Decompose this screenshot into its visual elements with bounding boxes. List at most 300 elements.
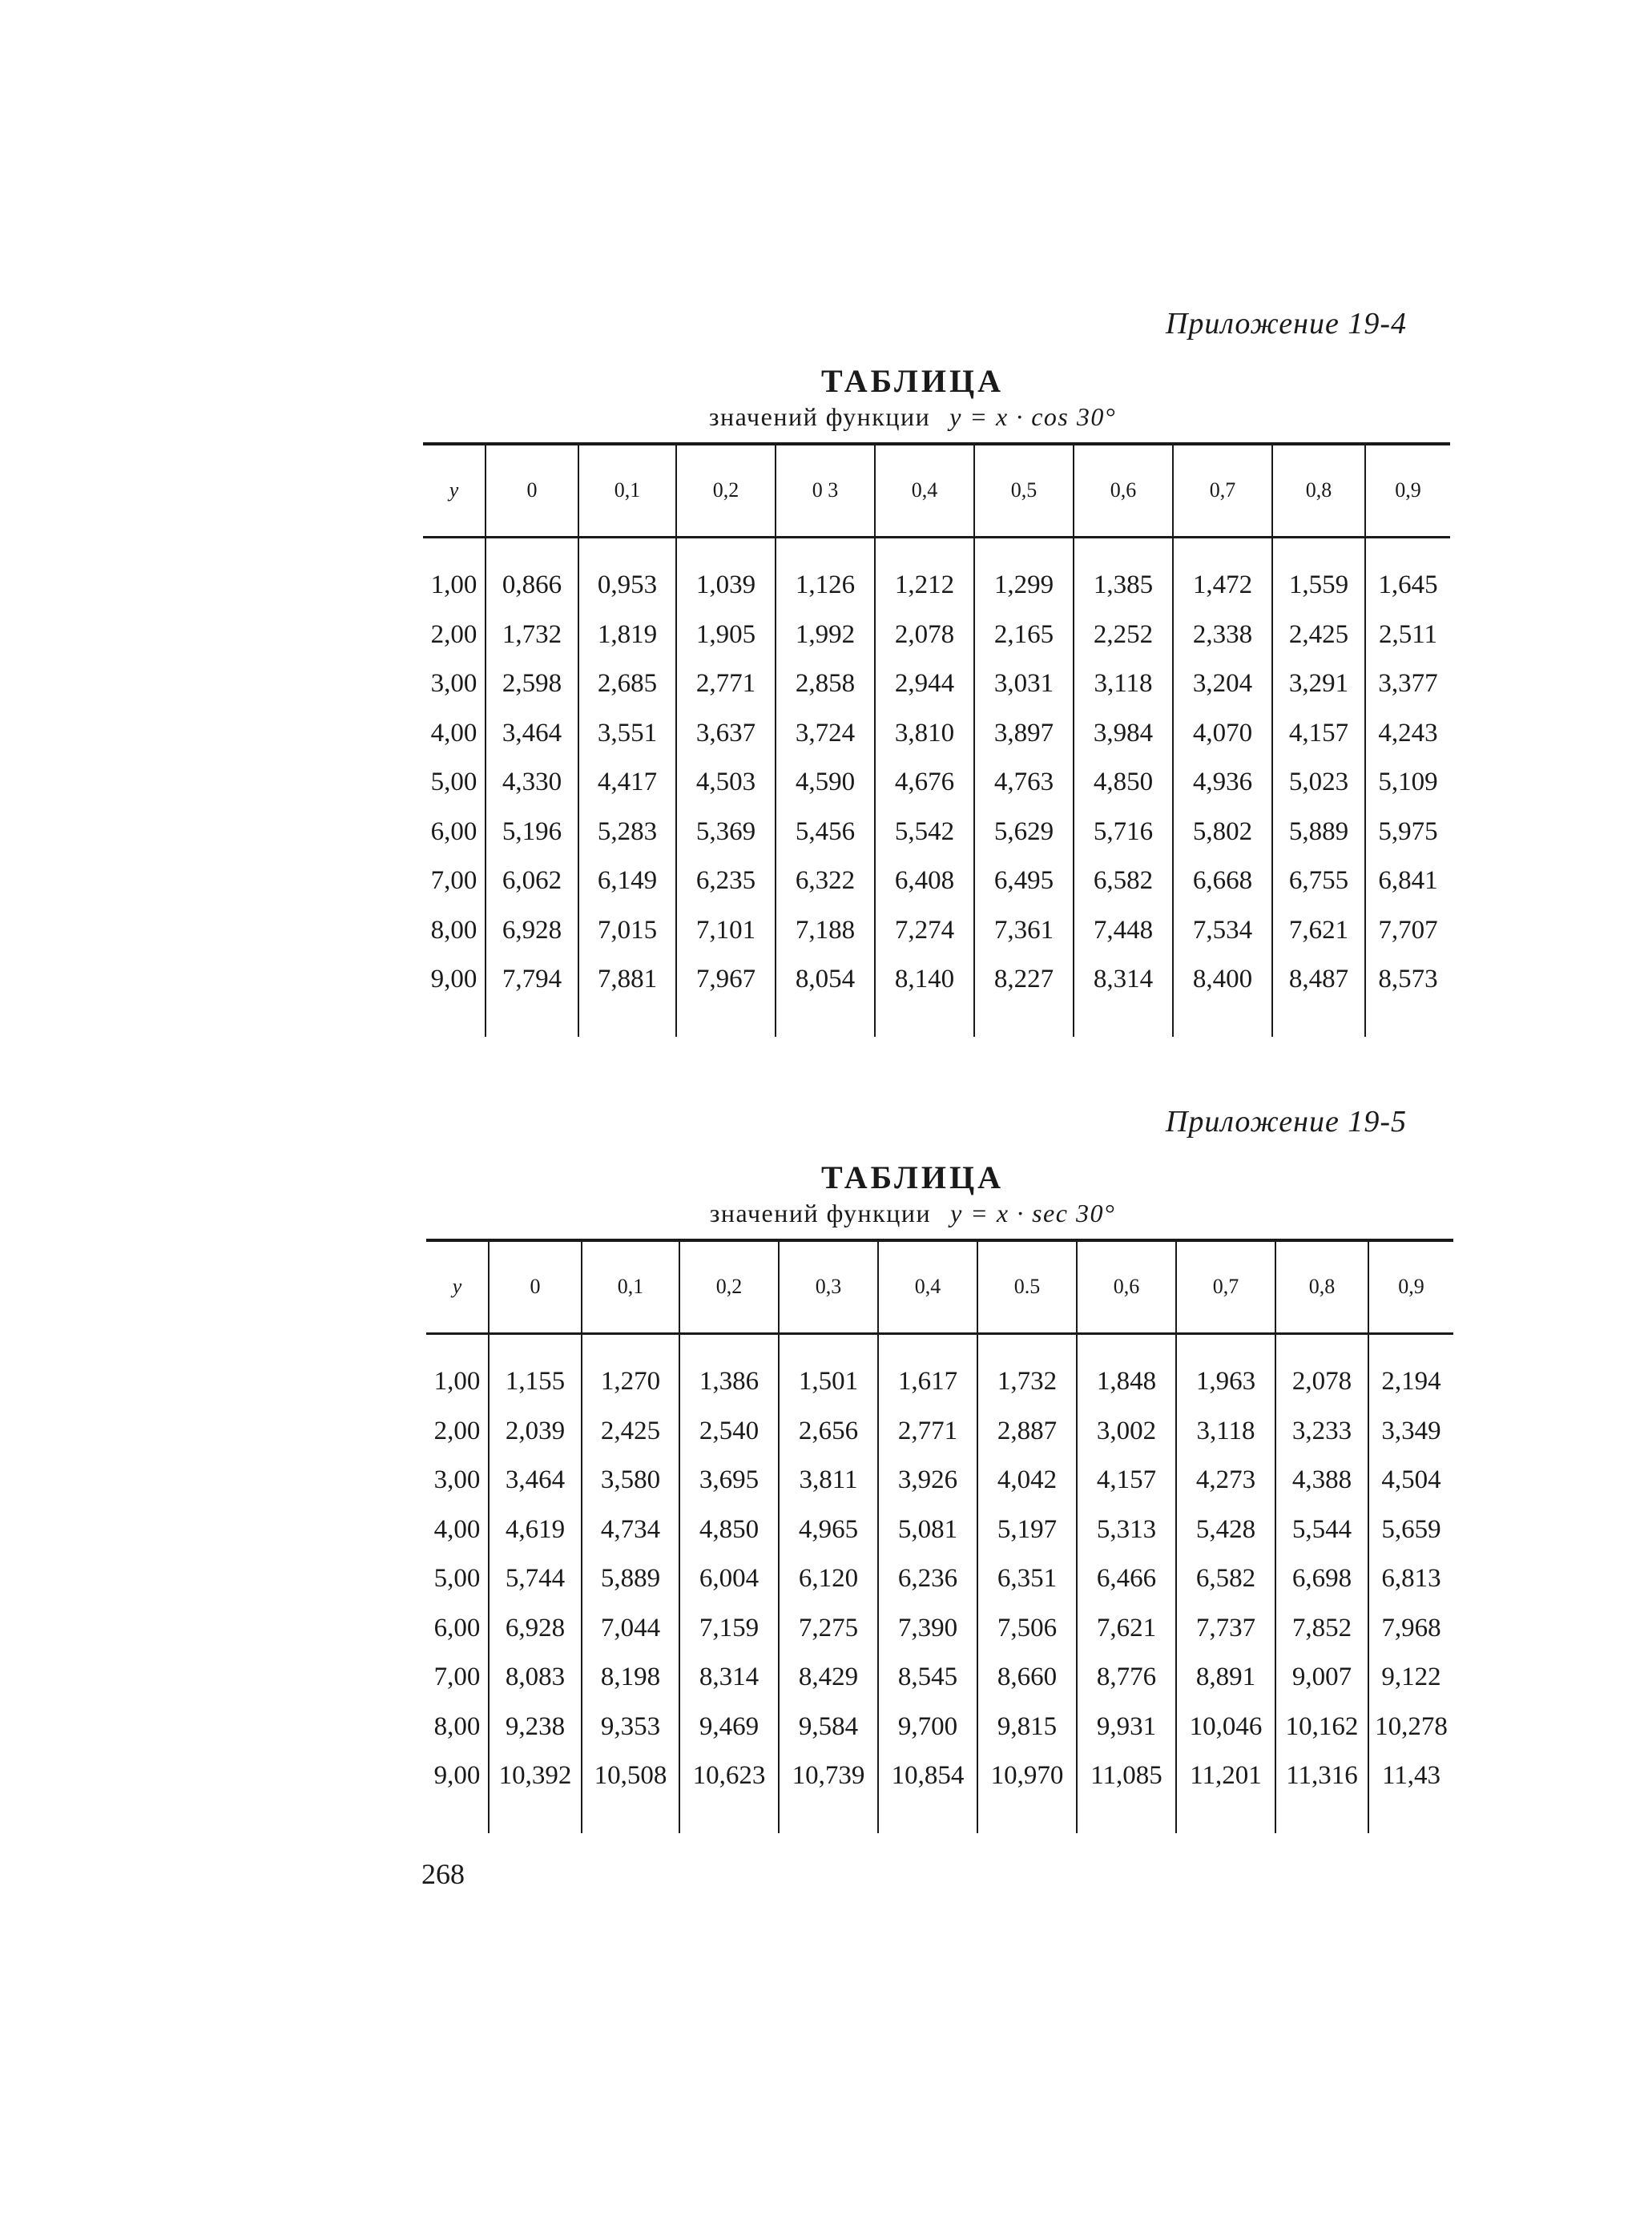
table-cell: 4,503 [676, 758, 776, 808]
table-cell: 1,472 [1173, 561, 1272, 611]
table-cell: 3,233 [1275, 1407, 1368, 1457]
table-cell: 4,590 [776, 758, 875, 808]
appendix-label: Приложение 19-5 [1165, 1105, 1407, 1139]
spacer-cell [679, 1333, 779, 1357]
table-cell: 1,732 [486, 611, 578, 660]
table-cell: 6,149 [578, 857, 676, 906]
spacer-cell [489, 1801, 582, 1833]
row-label: 7,00 [433, 1663, 481, 1692]
spacer-cell [1176, 1333, 1275, 1357]
table-cell: 5,542 [875, 808, 974, 857]
table-cell: 8,054 [776, 955, 875, 1005]
table-cell: 4,936 [1173, 758, 1272, 808]
table-cell: 6,495 [974, 857, 1074, 906]
table-cell: 7,044 [582, 1604, 679, 1654]
table-cell: 3,118 [1074, 659, 1173, 709]
table-cell: 8,314 [1074, 955, 1173, 1005]
table-cell: 7,015 [578, 906, 676, 956]
table-cell: 5,975 [1365, 808, 1450, 857]
spacer-cell [1077, 1333, 1176, 1357]
table-row [423, 659, 1450, 709]
table-cell: 6,235 [676, 857, 776, 906]
table-cell: 3,551 [578, 709, 676, 759]
table-cell: 1,963 [1176, 1357, 1275, 1407]
spacer-cell [779, 1801, 878, 1833]
spacer-cell [426, 1333, 489, 1357]
table-cell: 1,848 [1077, 1357, 1176, 1407]
table-cell: 6,928 [489, 1604, 582, 1654]
table-cell: 9,353 [582, 1703, 679, 1752]
row-label: 9,00 [430, 965, 477, 994]
table-cell: 3,377 [1365, 659, 1450, 709]
table-cell: 5,428 [1176, 1505, 1275, 1555]
table-cell: 9,815 [977, 1703, 1077, 1752]
spacer-cell [486, 1005, 578, 1037]
row-label: 3,00 [430, 669, 477, 699]
table-cell: 5,716 [1074, 808, 1173, 857]
table-cell: 3,897 [974, 709, 1074, 759]
column-header: 0,2 [676, 444, 776, 537]
column-header: 0,2 [679, 1240, 779, 1333]
spacer-cell [1368, 1333, 1453, 1357]
table-cell: 5,744 [489, 1554, 582, 1604]
table-cell: 10,970 [977, 1751, 1077, 1801]
spacer-cell [878, 1801, 977, 1833]
table-cell: 7,707 [1365, 906, 1450, 956]
table-cell: 1,905 [676, 611, 776, 660]
table-cell: 5,802 [1173, 808, 1272, 857]
table-row [426, 1604, 1453, 1654]
table-cell: 2,165 [974, 611, 1074, 660]
table-cell: 8,083 [489, 1653, 582, 1703]
table-cell: 1,501 [779, 1357, 878, 1407]
table-cell: 6,755 [1272, 857, 1365, 906]
table-row [426, 1505, 1453, 1555]
table-row [423, 857, 1450, 906]
table-cell: 3,984 [1074, 709, 1173, 759]
table-cell: 2,078 [875, 611, 974, 660]
table-cell: 2,540 [679, 1407, 779, 1457]
table-cell: 1,559 [1272, 561, 1365, 611]
table-cell: 7,737 [1176, 1604, 1275, 1654]
table-cell: 7,967 [676, 955, 776, 1005]
spacer-cell [486, 537, 578, 561]
table-cell: 4,734 [582, 1505, 679, 1555]
table-cell: 5,196 [486, 808, 578, 857]
table-subtitle [87, 1199, 1652, 1228]
table-cell: 6,582 [1176, 1554, 1275, 1604]
table-cell: 4,070 [1173, 709, 1272, 759]
table-cell: 3,002 [1077, 1407, 1176, 1457]
subtitle-text: значений функции [708, 402, 931, 431]
table-cell: 3,811 [779, 1456, 878, 1505]
appendix-label: Приложение 19-4 [1165, 307, 1407, 341]
table-cell: 3,291 [1272, 659, 1365, 709]
spacer-cell [1365, 537, 1450, 561]
table-cell: 11,316 [1275, 1751, 1368, 1801]
row-label: 2,00 [433, 1416, 481, 1445]
column-header: 0 [489, 1240, 582, 1333]
table-row [426, 1357, 1453, 1407]
row-label: 1,00 [433, 1367, 481, 1397]
table-cell: 2,685 [578, 659, 676, 709]
spacer-cell [426, 1801, 489, 1833]
spacer-row [426, 1801, 1453, 1833]
table-cell: 0,953 [578, 561, 676, 611]
table-cell: 7,968 [1368, 1604, 1453, 1654]
spacer-cell [1176, 1801, 1275, 1833]
table-cell: 4,965 [779, 1505, 878, 1555]
spacer-cell [679, 1801, 779, 1833]
table-row [426, 1456, 1453, 1505]
row-label: 4,00 [433, 1514, 481, 1544]
table-title: ТАБЛИЦА [821, 363, 1004, 399]
table-cell: 10,278 [1368, 1703, 1453, 1752]
table-cell: 1,155 [489, 1357, 582, 1407]
table-cell: 6,668 [1173, 857, 1272, 906]
spacer-cell [1272, 537, 1365, 561]
row-label: 8,00 [433, 1711, 481, 1741]
table-cell: 3,349 [1368, 1407, 1453, 1457]
table-cell: 6,466 [1077, 1554, 1176, 1604]
spacer-cell [878, 1333, 977, 1357]
table-cell: 10,623 [679, 1751, 779, 1801]
spacer-cell [1173, 1005, 1272, 1037]
table-cell: 4,388 [1275, 1456, 1368, 1505]
spacer-cell [776, 1005, 875, 1037]
table-cell: 6,698 [1275, 1554, 1368, 1604]
table-cell: 2,078 [1275, 1357, 1368, 1407]
row-label: 2,00 [430, 619, 477, 649]
spacer-cell [676, 1005, 776, 1037]
table-cell: 6,236 [878, 1554, 977, 1604]
table-cell: 8,400 [1173, 955, 1272, 1005]
table-cell: 5,456 [776, 808, 875, 857]
spacer-cell [1074, 537, 1173, 561]
spacer-cell [489, 1333, 582, 1357]
row-label: 1,00 [430, 570, 477, 600]
column-header: 0,3 [779, 1240, 878, 1333]
page-number: 268 [421, 1858, 465, 1890]
table-cell: 6,062 [486, 857, 578, 906]
table-cell: 2,771 [878, 1407, 977, 1457]
column-header: 0 3 [776, 444, 875, 537]
table-cell: 3,580 [582, 1456, 679, 1505]
spacer-cell [1275, 1801, 1368, 1833]
table-cell: 11,43 [1368, 1751, 1453, 1801]
table-cell: 5,023 [1272, 758, 1365, 808]
column-header: 0,7 [1176, 1240, 1275, 1333]
spacer-cell [875, 537, 974, 561]
table-cell: 3,204 [1173, 659, 1272, 709]
table-cell: 4,619 [489, 1505, 582, 1555]
spacer-cell [875, 1005, 974, 1037]
table-cell: 8,891 [1176, 1653, 1275, 1703]
table-cell: 5,081 [878, 1505, 977, 1555]
function-table-cos [423, 442, 1450, 1037]
table-row [426, 1653, 1453, 1703]
column-header: 0,1 [578, 444, 676, 537]
table-cell: 6,351 [977, 1554, 1077, 1604]
table-cell: 9,122 [1368, 1653, 1453, 1703]
table-cell: 7,881 [578, 955, 676, 1005]
header-row [423, 444, 1450, 537]
table-cell: 2,425 [582, 1407, 679, 1457]
spacer-cell [1272, 1005, 1365, 1037]
table-cell: 9,238 [489, 1703, 582, 1752]
table-cell: 8,573 [1365, 955, 1450, 1005]
table-cell: 7,534 [1173, 906, 1272, 956]
table-cell: 8,776 [1077, 1653, 1176, 1703]
table-cell: 3,464 [489, 1456, 582, 1505]
column-header: 0,6 [1077, 1240, 1176, 1333]
table-cell: 10,162 [1275, 1703, 1368, 1752]
table-cell: 11,201 [1176, 1751, 1275, 1801]
table-cell: 7,188 [776, 906, 875, 956]
table-cell: 1,039 [676, 561, 776, 611]
table-cell: 6,813 [1368, 1554, 1453, 1604]
table-row [426, 1751, 1453, 1801]
table-cell: 6,322 [776, 857, 875, 906]
function-formula: y = x · cos 30° [949, 402, 1117, 431]
spacer-cell [1077, 1801, 1176, 1833]
table-cell: 1,126 [776, 561, 875, 611]
spacer-cell [974, 1005, 1074, 1037]
spacer-cell [1365, 1005, 1450, 1037]
table-cell: 8,227 [974, 955, 1074, 1005]
column-header: 0 [486, 444, 578, 537]
column-header: 0,7 [1173, 444, 1272, 537]
table-cell: 4,243 [1365, 709, 1450, 759]
table-cell: 2,511 [1365, 611, 1450, 660]
table-cell: 4,850 [679, 1505, 779, 1555]
table-cell: 4,157 [1077, 1456, 1176, 1505]
table-cell: 1,212 [875, 561, 974, 611]
spacer-cell [776, 537, 875, 561]
table-cell: 1,270 [582, 1357, 679, 1407]
table-cell: 1,819 [578, 611, 676, 660]
column-header: 0,4 [878, 1240, 977, 1333]
table-cell: 6,841 [1365, 857, 1450, 906]
column-header: 0,1 [582, 1240, 679, 1333]
spacer-cell [779, 1333, 878, 1357]
table-cell: 7,506 [977, 1604, 1077, 1654]
spacer-cell [1173, 537, 1272, 561]
table-cell: 7,159 [679, 1604, 779, 1654]
table-cell: 5,659 [1368, 1505, 1453, 1555]
table-cell: 4,157 [1272, 709, 1365, 759]
table-cell: 3,031 [974, 659, 1074, 709]
table-cell: 2,598 [486, 659, 578, 709]
table-cell: 9,700 [878, 1703, 977, 1752]
table-cell: 6,408 [875, 857, 974, 906]
table-cell: 4,676 [875, 758, 974, 808]
table-cell: 2,944 [875, 659, 974, 709]
table-row [426, 1407, 1453, 1457]
row-label: 3,00 [433, 1465, 481, 1495]
table-cell: 10,508 [582, 1751, 679, 1801]
column-header: 0,6 [1074, 444, 1173, 537]
table-cell: 5,369 [676, 808, 776, 857]
spacer-cell [977, 1333, 1077, 1357]
spacer-cell [676, 537, 776, 561]
table-cell: 8,429 [779, 1653, 878, 1703]
table-row [423, 709, 1450, 759]
table-cell: 8,660 [977, 1653, 1077, 1703]
table-cell: 7,621 [1272, 906, 1365, 956]
table-cell: 4,417 [578, 758, 676, 808]
table-cell: 7,852 [1275, 1604, 1368, 1654]
column-header: 0,9 [1365, 444, 1450, 537]
table-cell: 2,425 [1272, 611, 1365, 660]
table-cell: 9,931 [1077, 1703, 1176, 1752]
table-cell: 1,386 [679, 1357, 779, 1407]
table-cell: 1,992 [776, 611, 875, 660]
table-cell: 2,887 [977, 1407, 1077, 1457]
table-cell: 8,198 [582, 1653, 679, 1703]
table-cell: 7,390 [878, 1604, 977, 1654]
row-label: 6,00 [430, 816, 477, 846]
table-row [426, 1554, 1453, 1604]
table-cell: 10,739 [779, 1751, 878, 1801]
row-label: 4,00 [430, 718, 477, 748]
table-cell: 3,118 [1176, 1407, 1275, 1457]
table-cell: 7,275 [779, 1604, 878, 1654]
header-row [426, 1240, 1453, 1333]
table-cell: 3,637 [676, 709, 776, 759]
row-label: 8,00 [430, 915, 477, 945]
table-cell: 4,273 [1176, 1456, 1275, 1505]
table-cell: 8,487 [1272, 955, 1365, 1005]
table-cell: 1,645 [1365, 561, 1450, 611]
table-cell: 10,392 [489, 1751, 582, 1801]
table-cell: 1,617 [878, 1357, 977, 1407]
table-cell: 5,109 [1365, 758, 1450, 808]
function-table-sec [426, 1239, 1453, 1833]
table-cell: 4,330 [486, 758, 578, 808]
table-cell: 2,858 [776, 659, 875, 709]
table-cell: 9,584 [779, 1703, 878, 1752]
table-cell: 2,039 [489, 1407, 582, 1457]
column-header: y [426, 1240, 489, 1333]
table-cell: 10,854 [878, 1751, 977, 1801]
table-cell: 3,810 [875, 709, 974, 759]
table-cell: 3,926 [878, 1456, 977, 1505]
table-cell: 2,656 [779, 1407, 878, 1457]
table-cell: 1,299 [974, 561, 1074, 611]
row-label: 7,00 [430, 866, 477, 896]
spacer-cell [578, 1005, 676, 1037]
spacer-cell [1074, 1005, 1173, 1037]
table-cell: 9,007 [1275, 1653, 1368, 1703]
table-subtitle [87, 402, 1652, 432]
row-label: 6,00 [433, 1613, 481, 1642]
spacer-cell [1275, 1333, 1368, 1357]
table-cell: 7,621 [1077, 1604, 1176, 1654]
row-label: 5,00 [430, 768, 477, 797]
table-row [423, 561, 1450, 611]
table-cell: 5,889 [1272, 808, 1365, 857]
column-header: 0,9 [1368, 1240, 1453, 1333]
column-header: 0,8 [1275, 1240, 1368, 1333]
table-cell: 4,850 [1074, 758, 1173, 808]
table-cell: 8,140 [875, 955, 974, 1005]
table-cell: 5,889 [582, 1554, 679, 1604]
table-cell: 2,252 [1074, 611, 1173, 660]
table-cell: 5,629 [974, 808, 1074, 857]
table-cell: 7,101 [676, 906, 776, 956]
spacer-cell [974, 537, 1074, 561]
spacer-row [426, 1333, 1453, 1357]
spacer-row [423, 1005, 1450, 1037]
table-cell: 9,469 [679, 1703, 779, 1752]
spacer-cell [1368, 1801, 1453, 1833]
spacer-cell [578, 537, 676, 561]
table-cell: 6,582 [1074, 857, 1173, 906]
table-row [423, 611, 1450, 660]
table-cell: 4,042 [977, 1456, 1077, 1505]
spacer-cell [582, 1801, 679, 1833]
table-cell: 1,732 [977, 1357, 1077, 1407]
column-header: y [423, 444, 486, 537]
function-formula: y = x · sec 30° [950, 1199, 1116, 1227]
table-cell: 2,771 [676, 659, 776, 709]
table-cell: 11,085 [1077, 1751, 1176, 1801]
subtitle-text: значений функции [709, 1199, 932, 1227]
column-header: 0,8 [1272, 444, 1365, 537]
table-row [423, 758, 1450, 808]
table-cell: 1,385 [1074, 561, 1173, 611]
table-cell: 10,046 [1176, 1703, 1275, 1752]
row-label: 5,00 [433, 1564, 481, 1594]
table-cell: 5,197 [977, 1505, 1077, 1555]
table-row [426, 1703, 1453, 1752]
table-cell: 6,004 [679, 1554, 779, 1604]
table-title: ТАБЛИЦА [821, 1159, 1004, 1195]
table-cell: 4,763 [974, 758, 1074, 808]
table-cell: 8,545 [878, 1653, 977, 1703]
table-cell: 0,866 [486, 561, 578, 611]
table-cell: 7,274 [875, 906, 974, 956]
table-cell: 3,464 [486, 709, 578, 759]
spacer-cell [582, 1333, 679, 1357]
table-cell: 6,928 [486, 906, 578, 956]
table-cell: 8,314 [679, 1653, 779, 1703]
row-label: 9,00 [433, 1761, 481, 1791]
table-row [423, 955, 1450, 1005]
spacer-cell [977, 1801, 1077, 1833]
column-header: 0.5 [977, 1240, 1077, 1333]
table-cell: 2,194 [1368, 1357, 1453, 1407]
table-cell: 5,544 [1275, 1505, 1368, 1555]
table-cell: 5,313 [1077, 1505, 1176, 1555]
table-cell: 7,448 [1074, 906, 1173, 956]
spacer-cell [423, 1005, 486, 1037]
spacer-cell [423, 537, 486, 561]
table-cell: 7,794 [486, 955, 578, 1005]
column-header: 0,5 [974, 444, 1074, 537]
table-row [423, 808, 1450, 857]
table-cell: 2,338 [1173, 611, 1272, 660]
column-header: 0,4 [875, 444, 974, 537]
spacer-row [423, 537, 1450, 561]
table-cell: 6,120 [779, 1554, 878, 1604]
table-cell: 3,695 [679, 1456, 779, 1505]
table-cell: 7,361 [974, 906, 1074, 956]
table-row [423, 906, 1450, 956]
table-cell: 5,283 [578, 808, 676, 857]
table-cell: 3,724 [776, 709, 875, 759]
